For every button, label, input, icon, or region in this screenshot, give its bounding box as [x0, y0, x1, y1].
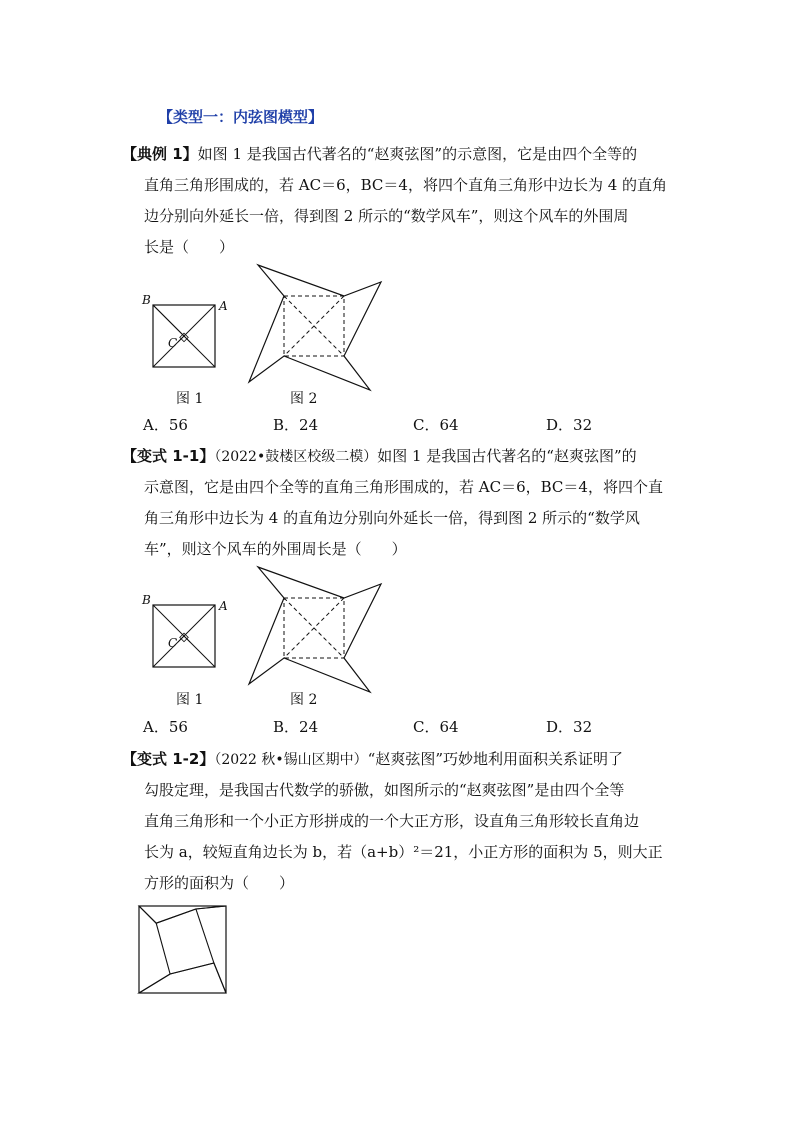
question-1-tag: 【典例 1】 [122, 145, 198, 163]
figure-1-caption: 图 1 [176, 391, 204, 407]
question-1-line-3: 边分别向外延长一倍，得到图 2 所示的“数学风车”，则这个风车的外围周 [144, 207, 629, 225]
question-3-tag: 【变式 1-2】 [122, 750, 215, 768]
option-c[interactable]: C．64 [413, 416, 459, 434]
label-c: C [168, 336, 178, 350]
math-windmill-figure-2 [244, 564, 384, 694]
question-2-source: （2022•鼓楼区校级二模） [214, 449, 378, 465]
question-3-source: （2022 秋•锡山区期中） [214, 752, 368, 768]
question-3-line-4: 长为 a，较短直角边长为 b，若（a+b）²＝21，小正方形的面积为 5，则大正 [144, 843, 663, 861]
label-a: A [219, 299, 228, 313]
question-3-line-5: 方形的面积为（ ） [144, 874, 295, 892]
section-title: 【类型一：内弦图模型】 [158, 108, 324, 126]
label-a: A [219, 599, 228, 613]
option-d[interactable]: D．32 [546, 718, 593, 736]
option-b[interactable]: B．24 [273, 416, 319, 434]
label-b: B [142, 293, 151, 307]
question-3-line-2: 勾股定理，是我国古代数学的骄傲，如图所示的“赵爽弦图”是由四个全等 [144, 781, 625, 799]
figure-2-caption: 图 2 [290, 692, 318, 708]
question-2-line-3: 角三角形中边长为 4 的直角边分别向外延长一倍，得到图 2 所示的“数学风 [144, 509, 640, 527]
question-1 [122, 139, 682, 263]
label-c: C [168, 636, 178, 650]
question-2-line-2: 示意图，它是由四个全等的直角三角形围成的，若 AC＝6，BC＝4，将四个直 [144, 478, 663, 496]
question-2-line-1: 如图 1 是我国古代著名的“赵爽弦图”的 [377, 447, 637, 465]
question-1-line-1: 如图 1 是我国古代著名的“赵爽弦图”的示意图，它是由四个全等的 [197, 145, 638, 163]
option-c[interactable]: C．64 [413, 718, 459, 736]
option-b[interactable]: B．24 [273, 718, 319, 736]
question-2-line-4: 车”，则这个风车的外围周长是（ ） [144, 540, 407, 558]
question-2 [122, 441, 682, 565]
question-1-options [143, 414, 663, 436]
zhao-shuang-figure-1 [138, 290, 228, 375]
math-windmill-figure-2 [244, 262, 384, 392]
option-a[interactable]: A．56 [143, 416, 188, 434]
question-1-line-2: 直角三角形围成的，若 AC＝6，BC＝4，将四个直角三角形中边长为 4 的直角 [144, 176, 668, 194]
option-a[interactable]: A．56 [143, 718, 188, 736]
question-2-tag: 【变式 1-1】 [122, 447, 215, 465]
question-3-line-3: 直角三角形和一个小正方形拼成的一个大正方形，设直角三角形较长直角边 [144, 812, 640, 830]
question-3 [122, 744, 682, 899]
figure-1-caption: 图 1 [176, 692, 204, 708]
question-1-line-4: 长是（ ） [144, 238, 235, 256]
question-3-line-1: “赵爽弦图”巧妙地利用面积关系证明了 [367, 750, 624, 768]
option-d[interactable]: D．32 [546, 416, 593, 434]
label-b: B [142, 593, 151, 607]
question-2-options [143, 716, 663, 738]
zhao-shuang-square-figure [137, 904, 229, 996]
figure-2-caption: 图 2 [290, 391, 318, 407]
zhao-shuang-figure-1 [138, 590, 228, 675]
